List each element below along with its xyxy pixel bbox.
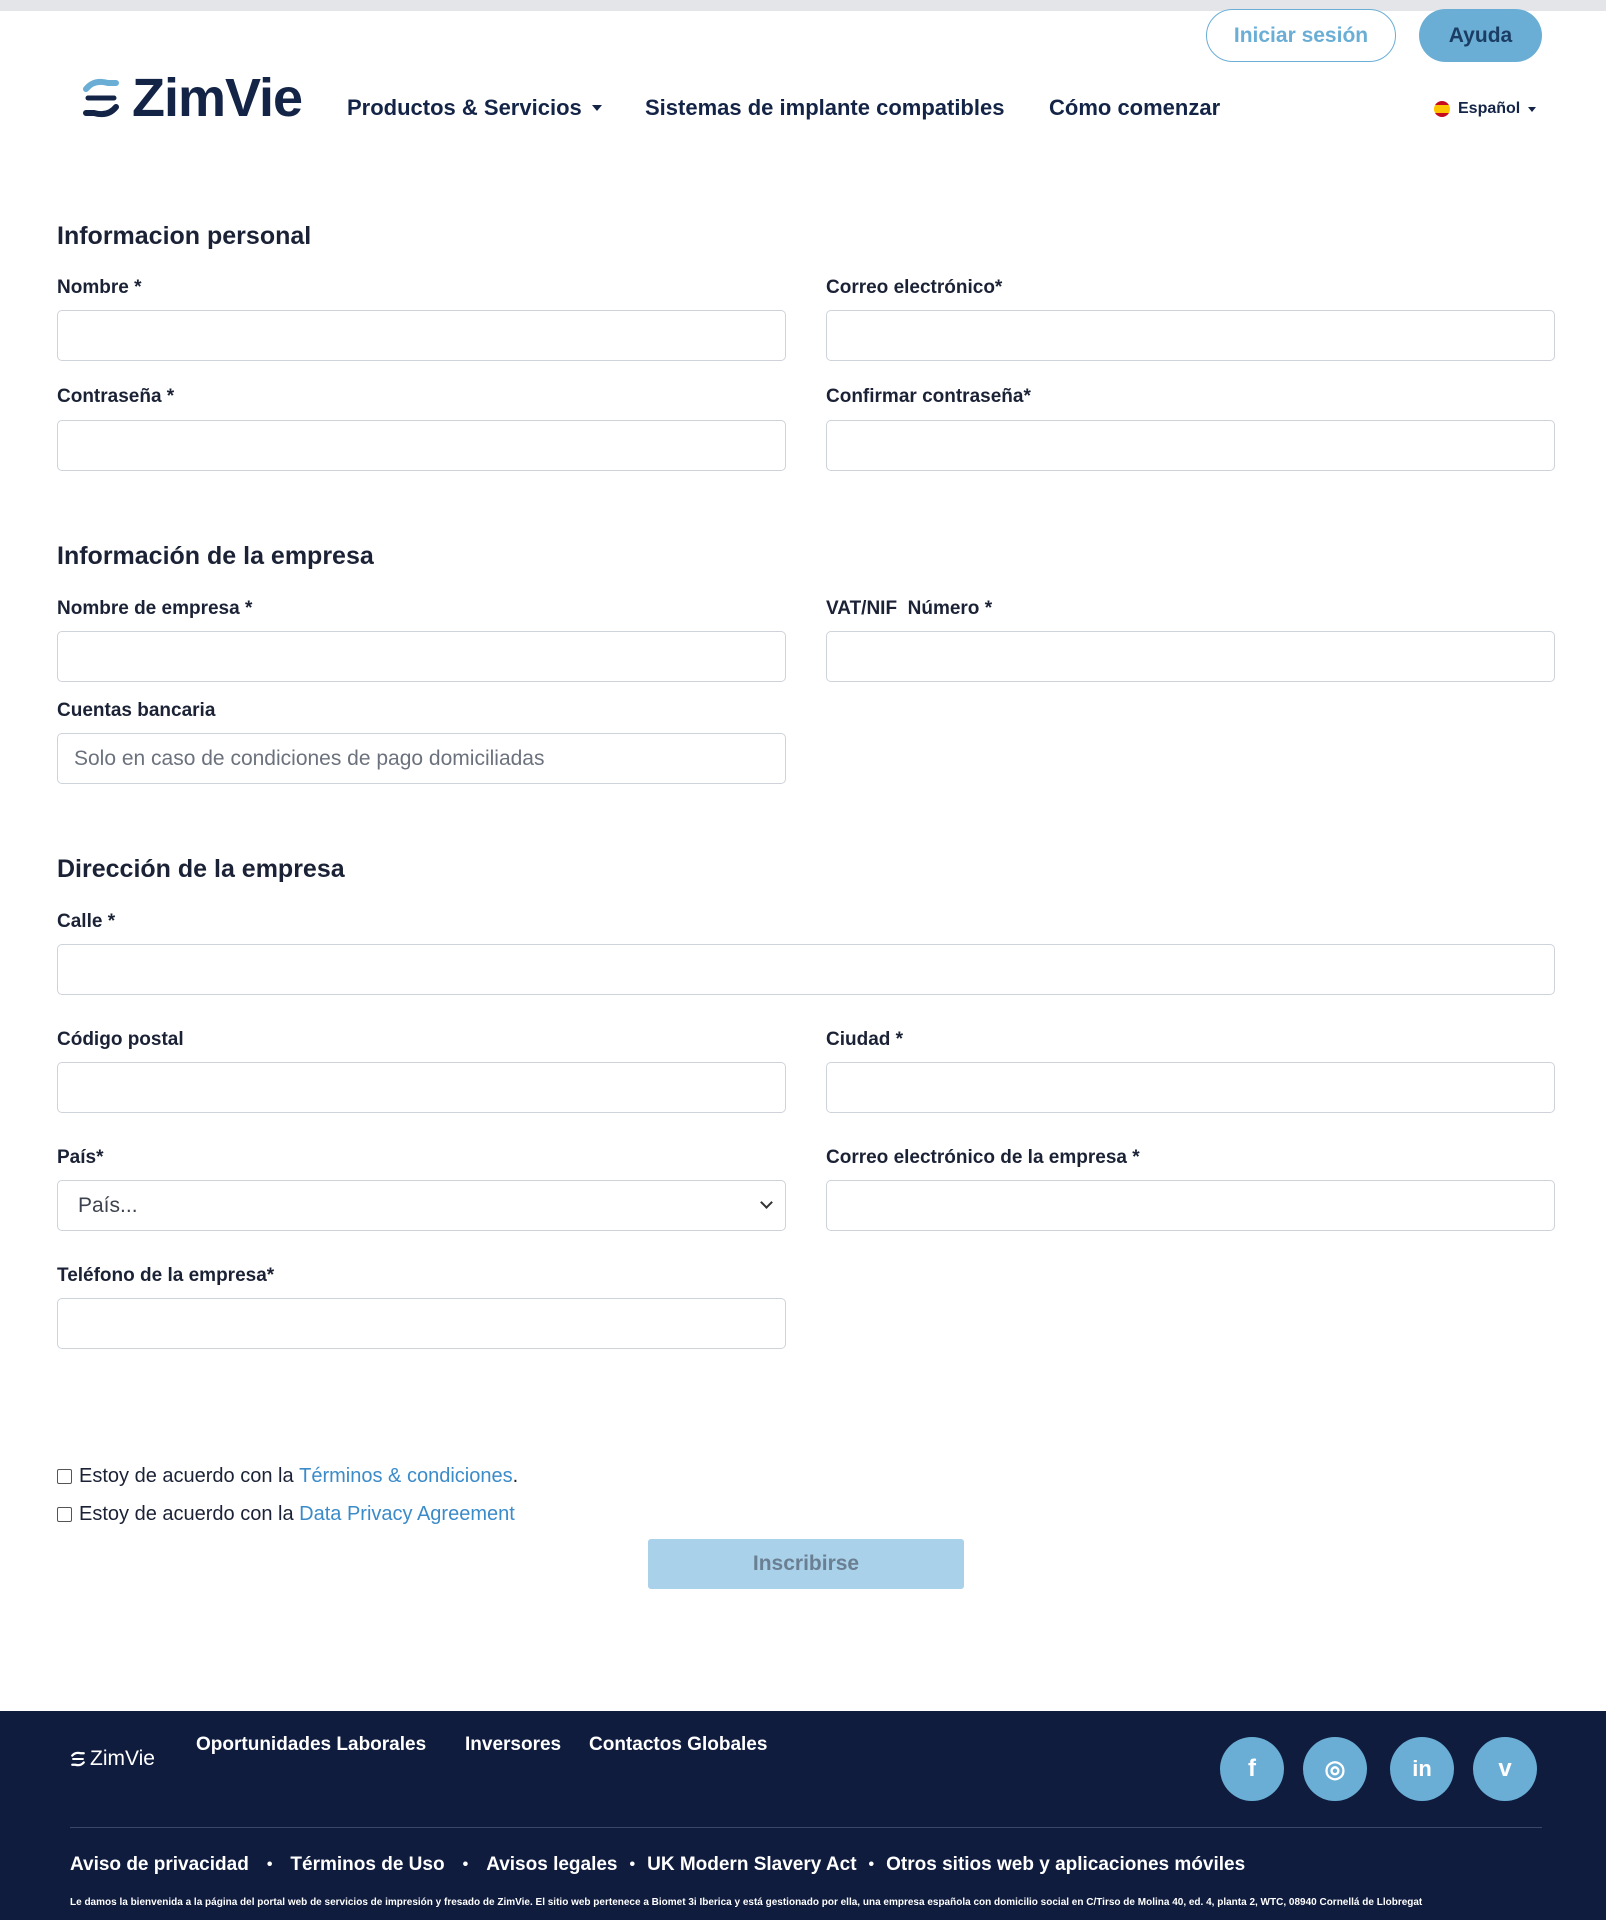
language-selector[interactable] [1434, 100, 1536, 118]
confirm-password-label: Confirmar contraseña* [826, 386, 1031, 407]
password-input[interactable] [57, 420, 786, 471]
street-label: Calle * [57, 911, 116, 932]
spain-flag-icon [1434, 101, 1450, 117]
footer-link-other-sites[interactable]: Otros sitios web y aplicaciones móviles [886, 1854, 1246, 1875]
submit-button[interactable]: Inscribirse [648, 1539, 964, 1589]
country-select-value: País... [78, 1193, 138, 1217]
footer-link-privacy[interactable]: Aviso de privacidad [70, 1854, 249, 1875]
city-input[interactable] [826, 1062, 1555, 1113]
section-address-title: Dirección de la empresa [57, 855, 345, 883]
zimvie-logo-icon [70, 1751, 86, 1767]
country-select[interactable] [57, 1180, 786, 1231]
footer-link-contacts[interactable]: Contactos Globales [589, 1734, 768, 1755]
nav-start-label: Cómo comenzar [1049, 95, 1221, 120]
country-label: País* [57, 1147, 104, 1168]
chevron-down-icon [760, 1196, 773, 1209]
login-button[interactable]: Iniciar sesión [1206, 9, 1396, 62]
footer-link-investors[interactable]: Inversores [465, 1734, 562, 1755]
chevron-down-icon [592, 105, 602, 111]
facebook-icon[interactable]: f [1220, 1737, 1284, 1801]
privacy-checkbox[interactable] [57, 1507, 72, 1522]
language-label: Español [1458, 100, 1521, 117]
section-company-title: Información de la empresa [57, 542, 374, 570]
footer-logo-text: ZimVie [90, 1747, 155, 1770]
footer-link-careers[interactable]: Oportunidades Laborales [196, 1734, 427, 1755]
help-button[interactable]: Ayuda [1419, 9, 1542, 62]
company-email-label: Correo electrónico de la empresa * [826, 1147, 1140, 1168]
name-input[interactable] [57, 310, 786, 361]
privacy-link[interactable]: Data Privacy Agreement [299, 1503, 515, 1525]
vat-input[interactable] [826, 631, 1555, 682]
company-email-input[interactable] [826, 1180, 1555, 1231]
nav-compatible-systems[interactable] [645, 92, 1004, 124]
city-label: Ciudad * [826, 1029, 904, 1050]
company-phone-label: Teléfono de la empresa* [57, 1265, 275, 1286]
footer-legal-links [70, 1854, 1245, 1876]
company-name-label: Nombre de empresa * [57, 598, 253, 619]
footer-link-legal-notices[interactable]: Avisos legales [486, 1854, 618, 1875]
confirm-password-input[interactable] [826, 420, 1555, 471]
section-personal-title: Informacion personal [57, 222, 312, 250]
zimvie-logo-icon [80, 77, 122, 119]
linkedin-icon[interactable]: in [1390, 1737, 1454, 1801]
nav-getting-started[interactable] [1049, 92, 1220, 124]
privacy-prefix: Estoy de acuerdo con la [79, 1503, 300, 1525]
instagram-icon[interactable]: ◎ [1303, 1737, 1367, 1801]
vat-label: VAT/NIF Número * [826, 598, 993, 619]
street-input[interactable] [57, 944, 1555, 995]
footer-logo[interactable] [70, 1747, 155, 1771]
postal-code-input[interactable] [57, 1062, 786, 1113]
vimeo-icon[interactable]: v [1473, 1737, 1537, 1801]
footer-link-terms[interactable]: Términos de Uso [290, 1854, 445, 1875]
privacy-agreement-row [57, 1503, 515, 1526]
company-name-input[interactable] [57, 631, 786, 682]
footer-link-slavery-act[interactable]: UK Modern Slavery Act [647, 1854, 857, 1875]
nav-systems-label: Sistemas de implante compatibles [645, 95, 1005, 120]
terms-link[interactable]: Términos & condiciones [299, 1465, 513, 1487]
separator-dot: • [629, 1856, 636, 1873]
nav-products-label: Productos & Servicios [347, 95, 582, 120]
company-phone-input[interactable] [57, 1298, 786, 1349]
email-label: Correo electrónico* [826, 277, 1003, 298]
footer-divider [70, 1827, 1542, 1828]
terms-checkbox[interactable] [57, 1469, 72, 1484]
logo-text: ZimVie [132, 68, 303, 128]
zimvie-logo[interactable] [80, 70, 302, 126]
bank-account-input[interactable] [57, 733, 786, 784]
bank-account-label: Cuentas bancaria [57, 700, 216, 721]
footer-note: Le damos la bienvenida a la página del portal web de servicios de impresión y fresado de ZimVie. El sitio web pertenece a Biomet 3i Iberica y está gestionado por ella, una empresa española con domicilio social en C/Tirso de Molina 40, ed. 4, planta 2, WTC, 08940 Cornellá de Llobregat [70, 1897, 1423, 1908]
password-label: Contraseña * [57, 386, 175, 407]
terms-suffix: . [512, 1465, 519, 1487]
terms-prefix: Estoy de acuerdo con la [79, 1465, 300, 1487]
separator-dot: • [462, 1856, 469, 1873]
chevron-down-icon [1528, 107, 1536, 112]
name-label: Nombre * [57, 277, 142, 298]
nav-products[interactable] [347, 92, 602, 124]
terms-agreement-row [57, 1465, 518, 1488]
footer [0, 1711, 1606, 1920]
postal-code-label: Código postal [57, 1029, 184, 1050]
separator-dot: • [266, 1856, 273, 1873]
separator-dot: • [868, 1856, 875, 1873]
email-input[interactable] [826, 310, 1555, 361]
